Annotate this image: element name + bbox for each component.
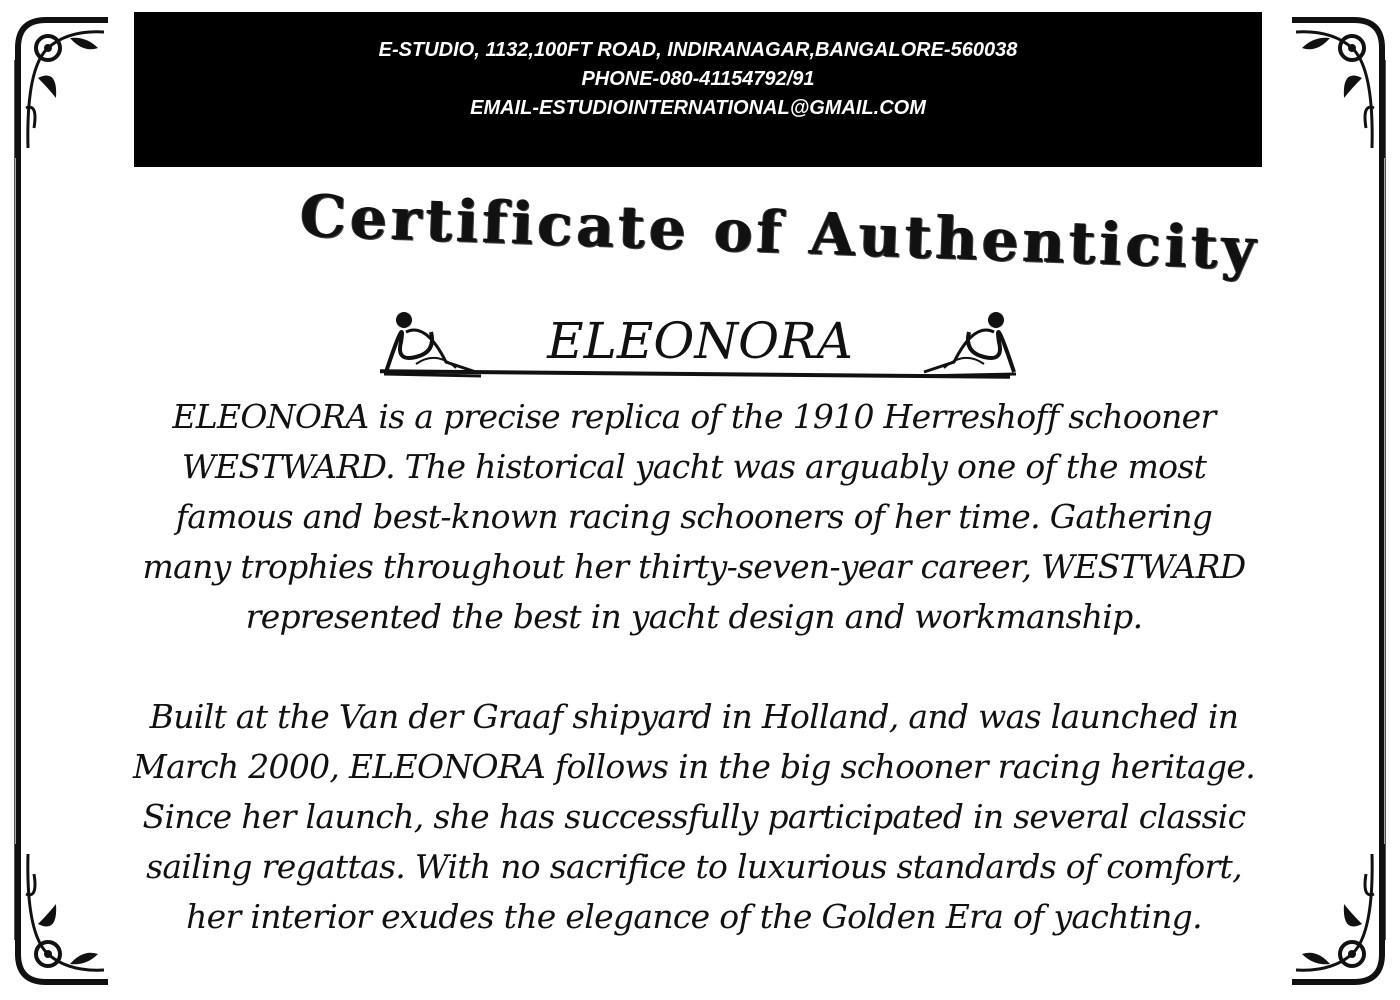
history-paragraph (36, 392, 1352, 642)
ornate-corner-icon (1282, 8, 1392, 168)
paragraph-line: Since her launch, she has successfully participated in several classic (142, 797, 1246, 836)
paragraph-line: ELEONORA is a precise replica of the 1910 Herreshoff schooner (172, 397, 1216, 436)
studio-email: EMAIL-ESTUDIOINTERNATIONAL@GMAIL.COM (470, 97, 926, 119)
contact-header-banner (134, 12, 1262, 167)
paragraph-line: represented the best in yacht design and workmanship. (245, 597, 1143, 636)
yacht-name: ELEONORA (547, 312, 853, 370)
ornate-corner-icon (8, 8, 118, 168)
left-border-ornament (14, 60, 24, 940)
paragraph-line: many trophies throughout her thirty-seven-year career, WESTWARD (142, 547, 1246, 586)
paragraph-line: her interior exudes the elegance of the Golden Era of yachting. (186, 897, 1202, 936)
paragraph-line: Built at the Van der Graaf shipyard in Holland, and was launched in (149, 697, 1239, 736)
certificate-title: Certificate of Authenticity (299, 181, 1261, 284)
paragraph-line: March 2000, ELEONORA follows in the big schooner racing heritage. (132, 747, 1256, 786)
paragraph-line: sailing regattas. With no sacrifice to luxurious standards of comfort, (146, 847, 1242, 886)
build-paragraph (36, 692, 1352, 942)
paragraph-line: famous and best-known racing schooners of her time. Gathering (175, 497, 1213, 536)
yacht-name-row (370, 300, 1030, 392)
paragraph-line: WESTWARD. The historical yacht was arguably one of the most (181, 447, 1207, 486)
studio-phone: PHONE-080-41154792/91 (581, 68, 815, 90)
studio-address: E-STUDIO, 1132,100FT ROAD, INDIRANAGAR,BANGALORE-560038 (378, 39, 1018, 61)
right-border-ornament (1376, 60, 1386, 940)
